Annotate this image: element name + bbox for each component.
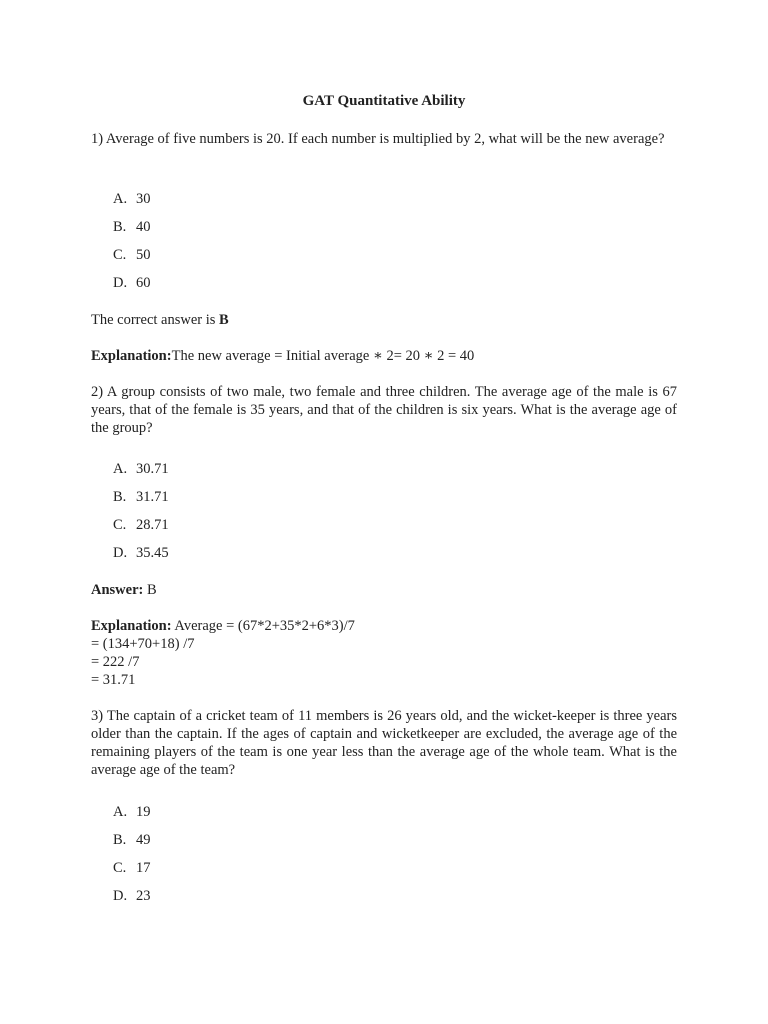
- q2-answer-value: B: [143, 582, 157, 598]
- option-letter: C.: [113, 517, 127, 533]
- q2-option-b: [113, 488, 169, 506]
- q3-option-c: [113, 859, 151, 877]
- q2-explanation-line-2: = (134+70+18) /7: [91, 636, 195, 652]
- option-text: 30.71: [136, 461, 169, 477]
- option-text: 49: [136, 832, 151, 848]
- q2-answer: [91, 581, 157, 599]
- option-letter: A.: [113, 804, 128, 820]
- q1-option-c: [113, 246, 151, 264]
- option-text: 23: [136, 888, 151, 904]
- question-1-text: 1) Average of five numbers is 20. If each number is multiplied by 2, what will be the new average?: [91, 131, 665, 147]
- option-letter: C.: [113, 247, 127, 263]
- option-text: 28.71: [136, 517, 169, 533]
- option-text: 50: [136, 247, 151, 263]
- q2-explanation-label: Explanation:: [91, 618, 172, 634]
- q1-explanation: [91, 347, 474, 365]
- q1-option-b: [113, 218, 151, 236]
- q3-option-b: [113, 831, 151, 849]
- question-2-text: 2) A group consists of two male, two female and three children. The average age of the male is 67 years, that of the female is 35 years, and that of the children is six years. What is the average age of the group?: [91, 384, 677, 436]
- q2-explanation-text: Average = (67*2+35*2+6*3)/7: [171, 618, 355, 634]
- option-letter: A.: [113, 191, 128, 207]
- q1-answer: [91, 311, 229, 329]
- option-letter: A.: [113, 461, 128, 477]
- q2-explanation-line-3: = 222 /7: [91, 654, 140, 670]
- q2-option-d: [113, 544, 169, 562]
- option-text: 60: [136, 275, 151, 291]
- q1-explanation-text: The new average = Initial average ∗ 2= 20 ∗ 2 = 40: [171, 348, 475, 364]
- option-text: 40: [136, 219, 151, 235]
- option-letter: C.: [113, 860, 127, 876]
- q2-explanation-line-4: = 31.71: [91, 672, 136, 688]
- q2-answer-label: Answer:: [91, 582, 144, 598]
- option-text: 19: [136, 804, 151, 820]
- question-3-text: 3) The captain of a cricket team of 11 members is 26 years old, and the wicket-keeper is three years older than the captain. If the ages of captain and wicketkeeper are excluded, the average age of the remaining players of the team is one year less than the average age of the whole team. What is the average age of the team?: [91, 708, 677, 778]
- option-text: 31.71: [136, 489, 169, 505]
- q2-option-a: [113, 460, 169, 478]
- q1-option-a: [113, 190, 151, 208]
- option-letter: B.: [113, 219, 127, 235]
- page-title: GAT Quantitative Ability: [302, 93, 466, 109]
- q1-option-d: [113, 274, 151, 292]
- option-letter: D.: [113, 545, 128, 561]
- option-letter: D.: [113, 275, 128, 291]
- option-letter: B.: [113, 489, 127, 505]
- q1-explanation-label: Explanation:: [91, 348, 172, 364]
- q1-answer-prefix: The correct answer is: [91, 312, 220, 328]
- q1-answer-value: B: [219, 312, 229, 328]
- option-text: 35.45: [136, 545, 169, 561]
- q3-option-a: [113, 803, 151, 821]
- q2-option-c: [113, 516, 169, 534]
- option-letter: B.: [113, 832, 127, 848]
- option-text: 30: [136, 191, 151, 207]
- option-letter: D.: [113, 888, 128, 904]
- option-text: 17: [136, 860, 151, 876]
- q2-explanation-line-1: [91, 617, 355, 635]
- q3-option-d: [113, 887, 151, 905]
